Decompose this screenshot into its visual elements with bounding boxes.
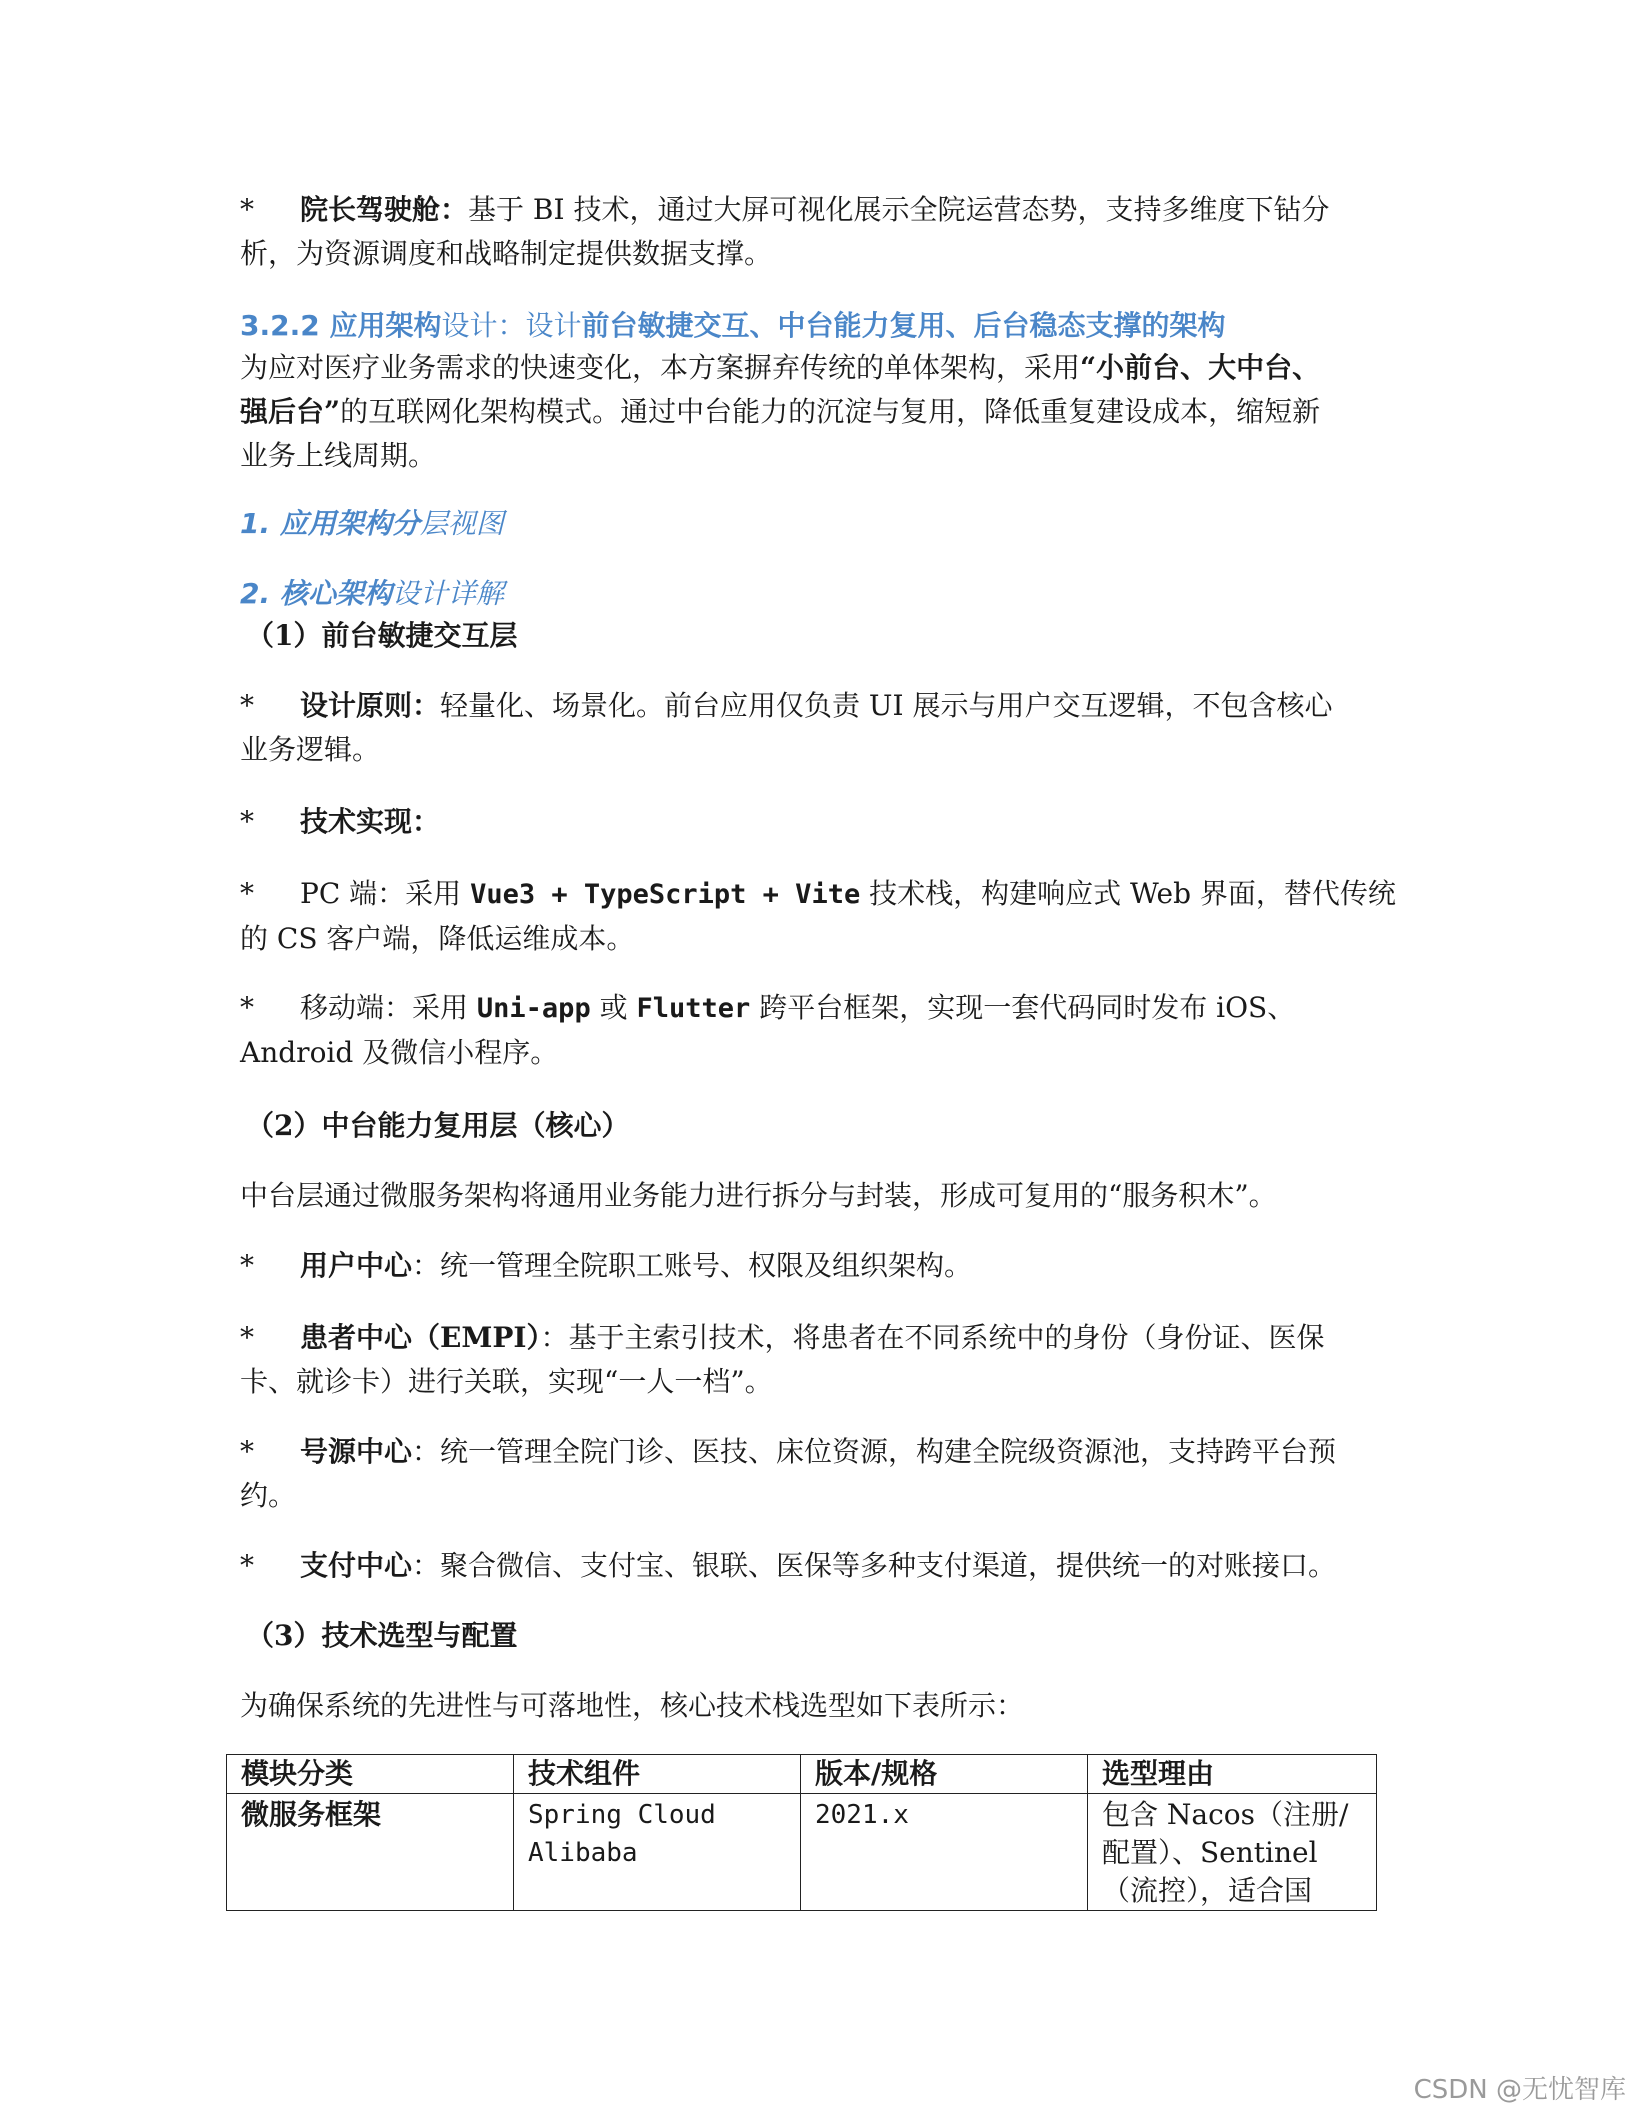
section-heading-3-2-2: 3.2.2 应用架构设计：设计前台敏捷交互、中台能力复用、后台稳态支撑的架构 bbox=[240, 309, 1226, 342]
bullet-mobile: * 移动端：采用 Uni-app 或 Flutter 跨平台框架，实现一套代码同时发布 iOS、 Android 及微信小程序。 bbox=[240, 991, 1296, 1069]
bullet-design-principle: * 设计原则：轻量化、场景化。前台应用仅负责 UI 展示与用户交互逻辑，不包含核心 业务逻辑。 bbox=[240, 689, 1333, 766]
table-row bbox=[227, 1794, 1377, 1911]
bullet-patient-center: * 患者中心（EMPI）：基于主索引技术，将患者在不同系统中的身份（身份证、医保 卡、就诊卡）进行关联，实现“一人一档”。 bbox=[240, 1321, 1325, 1398]
watermark: CSDN @无忧智库 bbox=[1413, 2075, 1626, 2105]
bullet-label: 院长驾驶舱： bbox=[300, 193, 469, 226]
table-header-cell: 选型理由 bbox=[1088, 1755, 1377, 1794]
bullet-payment-center: * 支付中心：聚合微信、支付宝、银联、医保等多种支付渠道，提供统一的对账接口。 bbox=[240, 1549, 1337, 1582]
table-cell: 微服务框架 bbox=[227, 1794, 514, 1911]
table-header-cell: 技术组件 bbox=[514, 1755, 801, 1794]
subheading-frontend: （1）前台敏捷交互层 bbox=[246, 619, 518, 652]
table-header-row bbox=[227, 1755, 1377, 1794]
bullet-user-center: * 用户中心：统一管理全院职工账号、权限及组织架构。 bbox=[240, 1249, 973, 1282]
subheading-middle: （2）中台能力复用层（核心） bbox=[246, 1109, 630, 1142]
bullet-marker: * bbox=[240, 193, 254, 226]
bullet-resource-center: * 号源中心：统一管理全院门诊、医技、床位资源，构建全院级资源池，支持跨平台预 约。 bbox=[240, 1435, 1337, 1512]
bullet-director-cockpit: * 院长驾驶舱：基于 BI 技术，通过大屏可视化展示全院运营态势，支持多维度下钻分 析，为资源调度和战略制定提供数据支撑。 bbox=[240, 188, 1390, 276]
tech-selection-paragraph: 为确保系统的先进性与可落地性，核心技术栈选型如下表所示： bbox=[240, 1689, 1025, 1722]
heading-layered-view: 1. 应用架构分层视图 bbox=[240, 507, 504, 540]
heading-core-design: 2. 核心架构设计详解 bbox=[240, 577, 504, 610]
subheading-tech-selection: （3）技术选型与配置 bbox=[246, 1619, 518, 1652]
table-cell: 包含 Nacos（注册/ 配置）、Sentinel （流控），适合国 bbox=[1088, 1794, 1377, 1911]
bullet-pc: * PC 端：采用 Vue3 + TypeScript + Vite 技术栈，构建响应式 Web 界面，替代传统 的 CS 客户端，降低运维成本。 bbox=[240, 877, 1396, 955]
table-cell: Spring Cloud Alibaba bbox=[514, 1794, 801, 1911]
bullet-tech-implementation: * 技术实现： bbox=[240, 805, 441, 838]
intro-paragraph: 为应对医疗业务需求的快速变化，本方案摒弃传统的单体架构，采用“小前台、大中台、 强后台”的互联网化架构模式。通过中台能力的沉淀与复用，降低重复建设成本，缩短新 业务上线周期。 bbox=[240, 351, 1321, 472]
table-header-cell: 版本/规格 bbox=[801, 1755, 1088, 1794]
middle-paragraph: 中台层通过微服务架构将通用业务能力进行拆分与封装，形成可复用的“服务积木”。 bbox=[240, 1179, 1277, 1212]
table-cell: 2021.x bbox=[801, 1794, 1088, 1911]
tech-stack-table bbox=[226, 1754, 1377, 1911]
table-header-cell: 模块分类 bbox=[227, 1755, 514, 1794]
